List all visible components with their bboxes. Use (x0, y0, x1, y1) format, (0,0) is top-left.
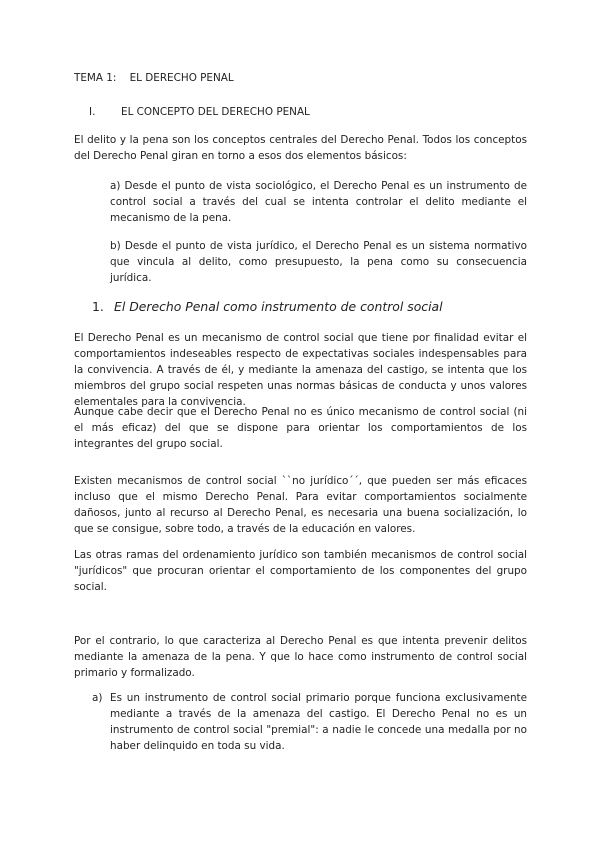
body-paragraph: Existen mecanismos de control social ``no jurídico´´, que pueden ser más eficaces incluso que el mismo Derecho Penal. Para evitar comportamientos socialmente dañosos, junto al recurso al Derecho Penal, es necesaria una buena socialización, lo que se consigue, sobre todo, a través de la educación en valores. (74, 475, 527, 535)
subsection-heading (92, 299, 443, 315)
body-paragraph: Por el contrario, lo que caracteriza al Derecho Penal es que intenta prevenir delitos mediante la amenaza de la pena. Y que lo hace como instrumento de control social primario y formalizado. (74, 635, 527, 679)
list-item-text: Es un instrumento de control social primario porque funciona exclusivamente mediante a través de la amenaza del castigo. El Derecho Penal no es un instrumento de control social "premial": a nadie le concede una medalla por no haber delinquido en toda su vida. (110, 692, 527, 752)
body-paragraph: El Derecho Penal es un mecanismo de control social que tiene por finalidad evitar el comportamientos indeseables respecto de expectativas sociales indespensables para la convivencia. A través de él, y mediante la amenaza del castigo, se intenta que los miembros del grupo social respeten unas normas básicas de conducta y unos valores elementales para la convivencia. (74, 332, 527, 408)
section-heading (89, 104, 310, 120)
subsection-title: El Derecho Penal como instrumento de control social (114, 299, 443, 314)
point-b-paragraph: b) Desde el punto de vista jurídico, el Derecho Penal es un sistema normativo que vincula al delito, como presupuesto, la pena como su consecuencia jurídica. (110, 240, 527, 284)
body-paragraph: Las otras ramas del ordenamiento jurídico son también mecanismos de control social "jurídicos" que procuran orientar el comportamiento de los componentes del grupo social. (74, 549, 527, 593)
section-title: EL CONCEPTO DEL DERECHO PENAL (121, 106, 310, 118)
point-a-paragraph: a) Desde el punto de vista sociológico, el Derecho Penal es un instrumento de control social a través del cual se intenta controlar el delito mediante el mecanismo de la pena. (110, 180, 527, 224)
subsection-number: 1. (92, 299, 104, 314)
section-number: I. (89, 106, 96, 118)
list-item (92, 690, 527, 756)
intro-paragraph: El delito y la pena son los conceptos centrales del Derecho Penal. Todos los conceptos del Derecho Penal giran en torno a esos dos elementos básicos: (74, 134, 527, 162)
chapter-heading: TEMA 1: EL DERECHO PENAL (74, 72, 234, 84)
list-marker: a) (92, 692, 103, 704)
body-paragraph: Aunque cabe decir que el Derecho Penal no es único mecanismo de control social (ni el más eficaz) del que se dispone para orientar los comportamientos de los integrantes del grupo social. (74, 406, 527, 450)
